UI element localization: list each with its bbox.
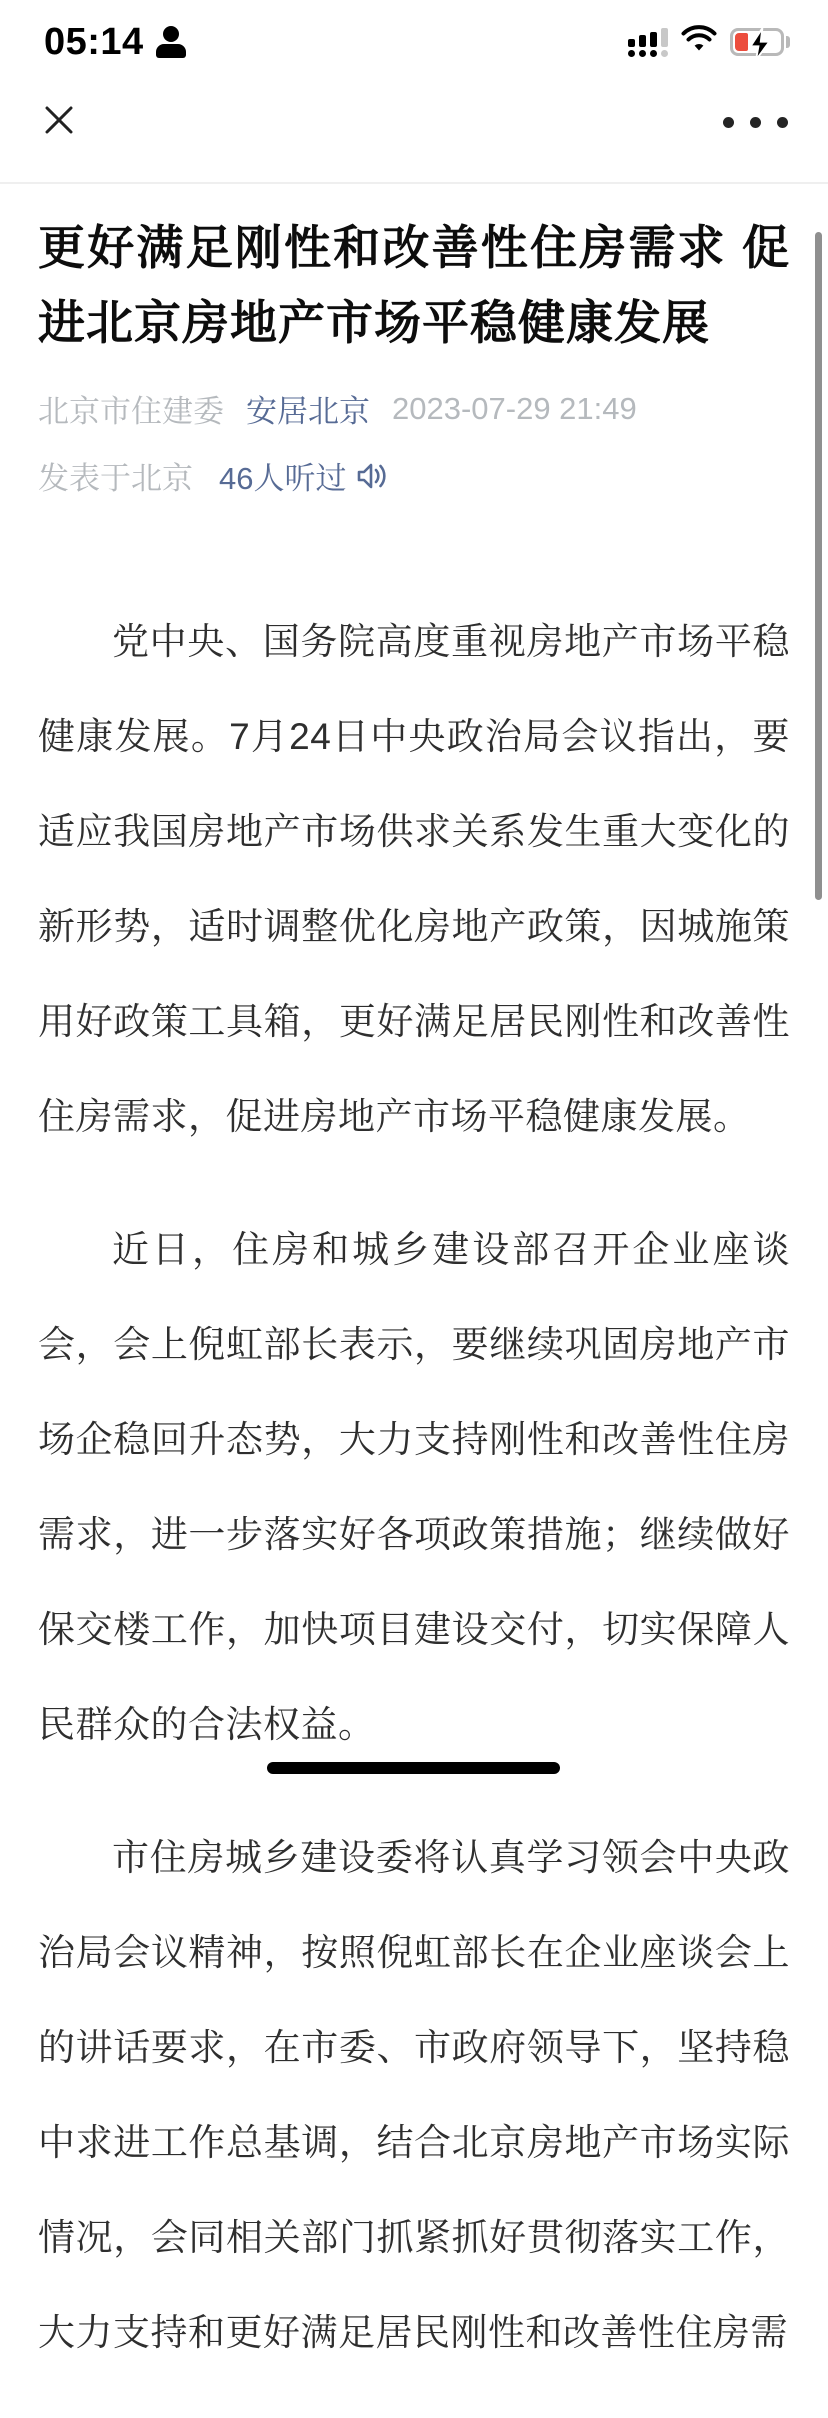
article (0, 184, 828, 2418)
battery-charging-icon (730, 28, 790, 56)
listen-count: 46人听过 (219, 461, 347, 496)
more-menu-icon[interactable] (723, 107, 788, 138)
status-bar (0, 0, 828, 70)
paragraph: 近日，住房和城乡建设部召开企业座谈会，会上倪虹部长表示，要继续巩固房地产市场企稳回升态势，大力支持刚性和改善性住房需求，进一步落实好各项政策措施；继续做好保交楼工作，加快项目建设交付，切实保障人民群众的合法权益。 (38, 1229, 790, 1745)
home-indicator[interactable] (267, 1762, 560, 1774)
wifi-icon (682, 27, 716, 58)
cellular-signal-icon (628, 28, 668, 57)
publish-datetime: 2023-07-29 21:49 (392, 390, 637, 426)
article-byline (38, 386, 790, 431)
article-meta-row (38, 453, 790, 498)
article-title: 更好满足刚性和改善性住房需求 促进北京房地产市场平稳健康发展 (38, 221, 790, 349)
account-link[interactable]: 安居北京 (246, 394, 370, 429)
scrollbar-thumb[interactable] (815, 232, 822, 900)
nav-bar (0, 86, 828, 158)
article-body (38, 594, 790, 2380)
paragraph: 市住房城乡建设委将认真学习领会中央政治局会议精神，按照倪虹部长在企业座谈会上的讲话要求，在市委、市政府领导下，坚持稳中求进工作总基调，结合北京房地产市场实际情况，会同相关部门抓紧抓好贯彻落实工作，大力支持和更好满足居民刚性和改善性住房需 (38, 1837, 790, 2353)
clock-time: 05:14 (44, 20, 144, 63)
source-name: 北京市住建委 (38, 394, 224, 429)
paragraph: 党中央、国务院高度重视房地产市场平稳健康发展。7月24日中央政治局会议指出，要适应我国房地产市场供求关系发生重大变化的新形势，适时调整优化房地产政策，因城施策用好政策工具箱，更好满足居民刚性和改善性住房需求，促进房地产市场平稳健康发展。 (38, 621, 790, 1137)
person-icon (156, 26, 186, 58)
listen-button[interactable] (219, 453, 388, 498)
close-icon[interactable] (40, 101, 78, 144)
speaker-icon (354, 460, 388, 492)
publish-location: 发表于北京 (38, 461, 193, 496)
